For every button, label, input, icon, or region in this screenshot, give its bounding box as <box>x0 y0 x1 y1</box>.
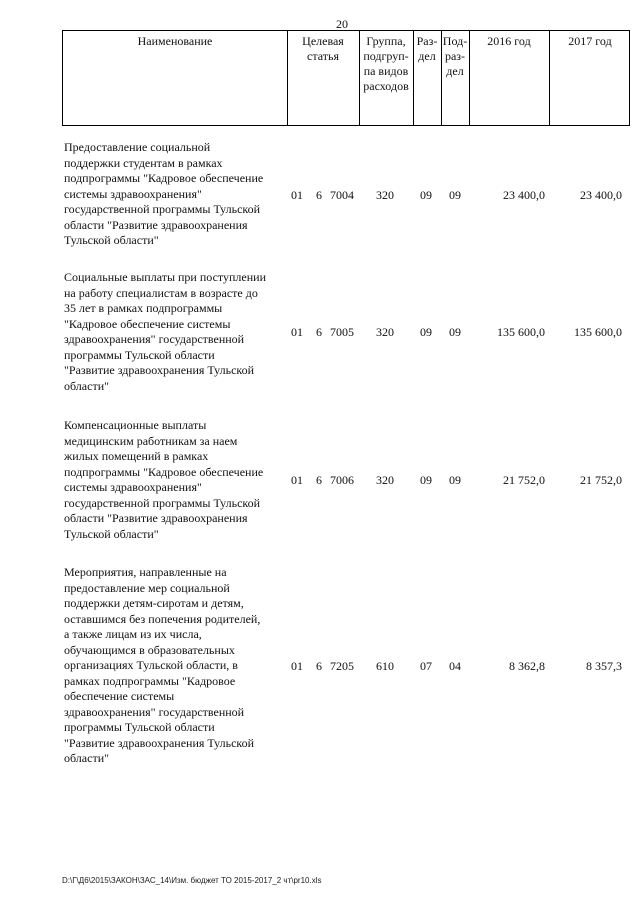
target-article-code: 7006 <box>330 473 354 487</box>
target-article-program: 01 <box>291 659 303 673</box>
section: 09 <box>420 188 432 202</box>
expense-group: 320 <box>376 188 394 202</box>
target-article-code: 7004 <box>330 188 354 202</box>
subsection: 04 <box>449 659 461 673</box>
row-description: Социальные выплаты при поступлении на работу специалистам в возрасте до 35 лет в рамках подпрограммы "Кадровое обеспечение системы здравоохранения" государственной программы Тульской области "Развитие здравоохранения Тульской области" <box>64 270 266 393</box>
amount-2017: 21 752,0 <box>580 473 622 487</box>
amount-2016: 8 362,8 <box>509 659 545 673</box>
expense-group: 320 <box>376 325 394 339</box>
amount-2016: 21 752,0 <box>503 473 545 487</box>
section: 07 <box>420 659 432 673</box>
header-subsection: Под- раз- дел <box>442 34 468 78</box>
expense-group: 610 <box>376 659 394 673</box>
table-header <box>62 30 630 126</box>
header-name: Наименование <box>137 34 213 48</box>
target-article-code: 7005 <box>330 325 354 339</box>
subsection: 09 <box>449 473 461 487</box>
amount-2016: 135 600,0 <box>497 325 545 339</box>
header-section: Раз- дел <box>416 34 438 63</box>
header-year-2016: 2016 год <box>487 34 531 48</box>
section: 09 <box>420 473 432 487</box>
file-path-footer: D:\Г\Д6\2015\ЗАКОН\ЗАС_14\Изм. бюджет ТО 2015-2017_2 чт\pr10.xls <box>62 876 322 885</box>
target-article-subprogram: 6 <box>316 659 322 673</box>
amount-2017: 135 600,0 <box>574 325 622 339</box>
amount-2017: 8 357,3 <box>586 659 622 673</box>
target-article-program: 01 <box>291 473 303 487</box>
subsection: 09 <box>449 325 461 339</box>
row-description: Мероприятия, направленные на предоставление мер социальной поддержки детям-сиротам и детям, оставшимся без попечения родителей, а также лицам из их числа, обучающимся в образовательных организациях Тульской области, в рамках подпрограммы "Кадровое обеспечение системы здравоохранения" государственной программы Тульской области "Развитие здравоохранения Тульской области" <box>64 565 261 765</box>
target-article-subprogram: 6 <box>316 473 322 487</box>
section: 09 <box>420 325 432 339</box>
target-article-code: 7205 <box>330 659 354 673</box>
page-number: 20 <box>336 17 348 31</box>
row-description: Предоставление социальной поддержки студентам в рамках подпрограммы "Кадровое обеспечение системы здравоохранения" государственной программы Тульской области "Развитие здравоохранения Тульской области" <box>64 140 264 247</box>
header-target-article: Целевая статья <box>302 34 344 63</box>
amount-2017: 23 400,0 <box>580 188 622 202</box>
header-expense-group: Группа, подгруп- па видов расходов <box>363 34 409 93</box>
expense-group: 320 <box>376 473 394 487</box>
header-year-2017: 2017 год <box>568 34 612 48</box>
target-article-subprogram: 6 <box>316 188 322 202</box>
target-article-subprogram: 6 <box>316 325 322 339</box>
target-article-program: 01 <box>291 325 303 339</box>
amount-2016: 23 400,0 <box>503 188 545 202</box>
row-description: Компенсационные выплаты медицинским работникам за наем жилых помещений в рамках подпрограммы "Кадровое обеспечение системы здравоохранения" государственной программы Тульской области "Развитие здравоохранения Тульской области" <box>64 418 264 541</box>
subsection: 09 <box>449 188 461 202</box>
target-article-program: 01 <box>291 188 303 202</box>
